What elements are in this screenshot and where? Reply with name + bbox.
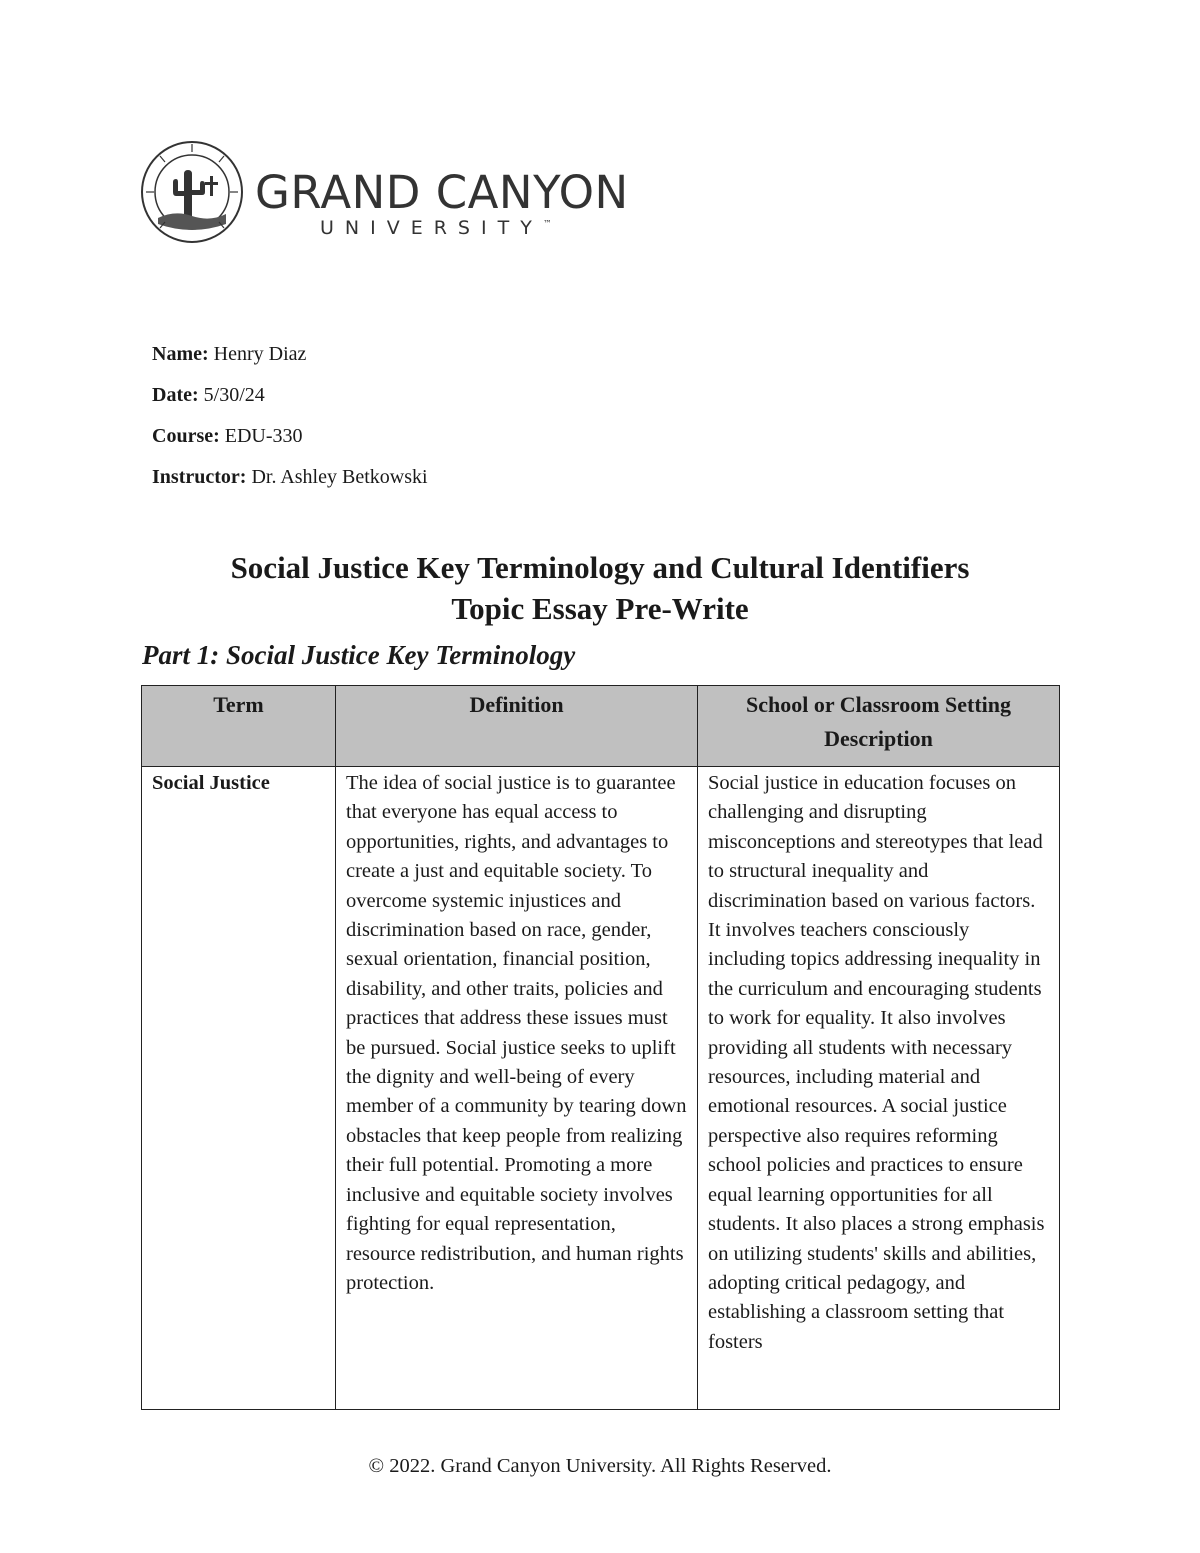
title-line-1: Social Justice Key Terminology and Cultural Identifiers xyxy=(230,550,970,585)
description-cell: Social justice in education focuses on challenging and disrupting misconceptions and stereotypes that lead to structural inequality and discrimination based on various factors. It involves teachers consciously including topics addressing inequality in the curriculum and encouraging students to work for equality. It also involves providing all students with necessary resources, including material and emotional resources. A social justice perspective also requires reforming school policies and practices to ensure equal learning opportunities for all students. It also places a strong emphasis on utilizing students' skills and abilities, adopting critical pedagogy, and establishing a classroom setting that fosters xyxy=(698,767,1060,1410)
student-info xyxy=(152,340,428,504)
table-header-row xyxy=(142,686,1060,767)
name-value: Henry Diaz xyxy=(213,343,307,365)
table-row xyxy=(142,767,1060,1410)
university-logo xyxy=(140,140,629,245)
course-value: EDU-330 xyxy=(224,425,303,447)
title-line-2: Topic Essay Pre-Write xyxy=(451,591,749,626)
header-description: School or Classroom Setting Description xyxy=(698,686,1060,767)
document-title xyxy=(100,547,1100,629)
definition-cell: The idea of social justice is to guarantee that everyone has equal access to opportunities, rights, and advantages to create a just and equitable society. To overcome systemic injustices and discrimination based on race, gender, sexual orientation, financial position, disability, and other traits, policies and practices that address these issues must be pursued. Social justice seeks to uplift the dignity and well-being of every member of a community by tearing down obstacles that keep people from realizing their full potential. Promoting a more inclusive and equitable society involves fighting for equal representation, resource redistribution, and human rights protection. xyxy=(336,767,698,1410)
term-cell: Social Justice xyxy=(142,767,336,1410)
logo-wordmark: GRAND CANYON xyxy=(255,166,629,219)
name-line xyxy=(152,340,428,381)
instructor-value: Dr. Ashley Betkowski xyxy=(251,466,428,488)
course-label: Course: xyxy=(152,425,220,447)
copyright-footer: © 2022. Grand Canyon University. All Rights Reserved. xyxy=(368,1455,832,1477)
course-line xyxy=(152,422,428,463)
date-label: Date: xyxy=(152,384,199,406)
part-1-heading: Part 1: Social Justice Key Terminology xyxy=(142,640,576,670)
header-term: Term xyxy=(142,686,336,767)
instructor-label: Instructor: xyxy=(152,466,247,488)
header-definition: Definition xyxy=(336,686,698,767)
terminology-table xyxy=(141,685,1060,1410)
date-value: 5/30/24 xyxy=(203,384,265,406)
name-label: Name: xyxy=(152,343,209,365)
logo-subtitle: UNIVERSITY™ xyxy=(320,217,552,239)
university-seal-icon xyxy=(140,140,245,245)
date-line xyxy=(152,381,428,422)
instructor-line xyxy=(152,463,428,504)
